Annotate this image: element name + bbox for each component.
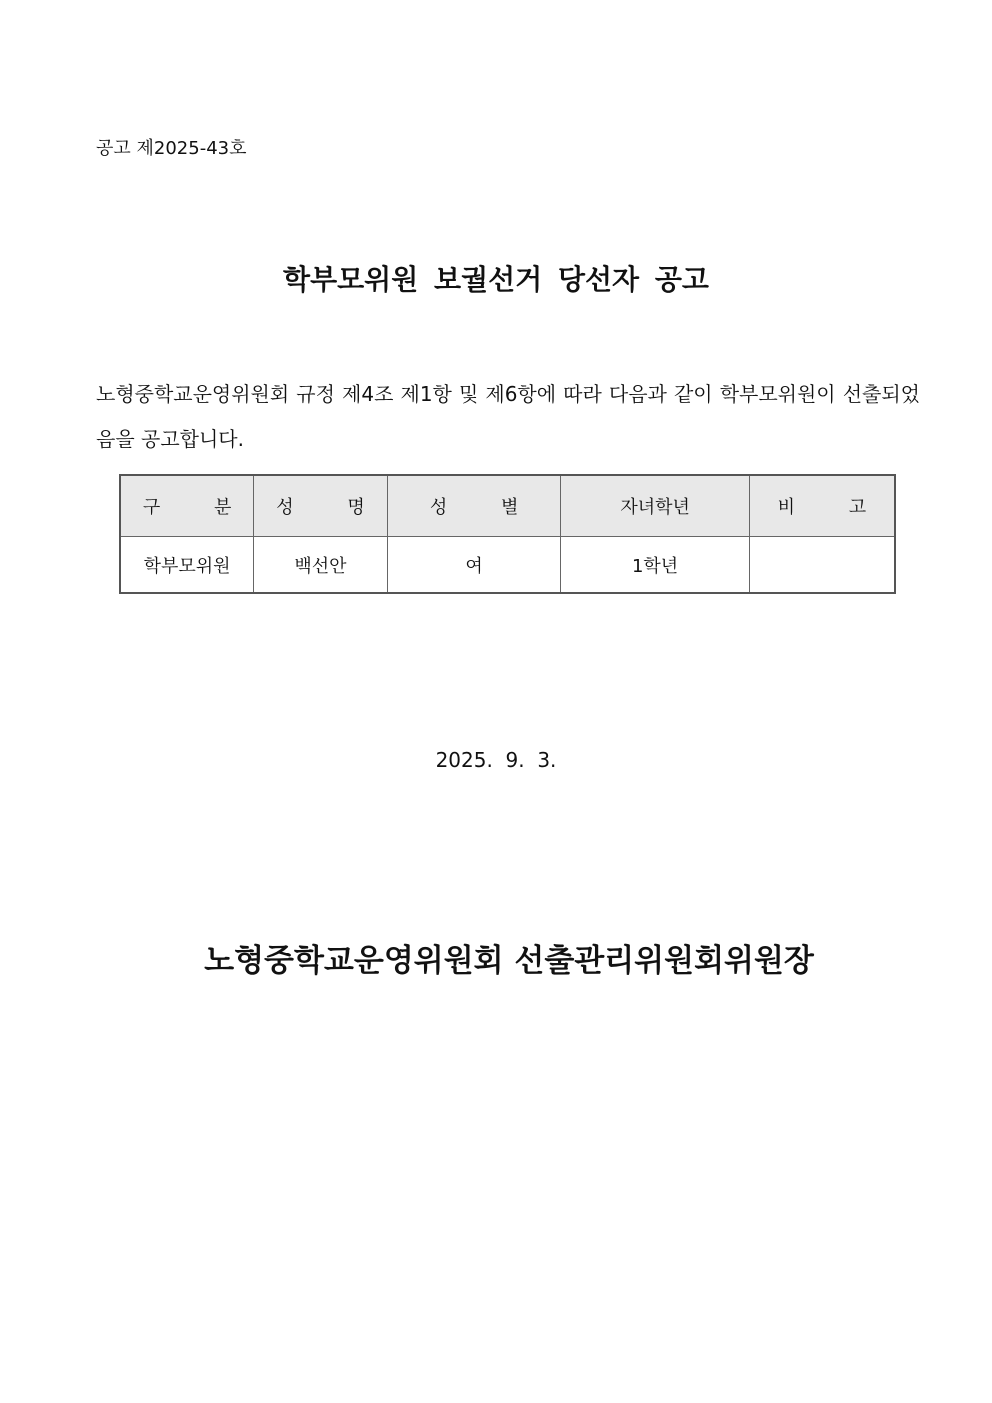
column-header-gender: 성 별 xyxy=(387,475,561,537)
cell-category: 학부모위원 xyxy=(120,537,254,594)
cell-remarks xyxy=(749,537,895,594)
table-header-row xyxy=(120,475,895,537)
notice-date: 2025. 9. 3. xyxy=(435,748,557,772)
column-header-name: 성 명 xyxy=(254,475,388,537)
column-header-child-grade: 자녀학년 xyxy=(561,475,750,537)
page-title: 학부모위원 보궐선거 당선자 공고 xyxy=(283,263,709,296)
notice-number: 공고 제2025-43호 xyxy=(96,138,247,159)
column-header-remarks: 비 고 xyxy=(749,475,895,537)
column-header-category: 구 분 xyxy=(120,475,254,537)
cell-gender: 여 xyxy=(387,537,561,594)
issuer-signature: 노형중학교운영위원회 선출관리위원회위원장 xyxy=(204,943,814,979)
table-row xyxy=(120,537,895,594)
cell-name: 백선안 xyxy=(254,537,388,594)
elected-candidate-table xyxy=(119,474,896,594)
notice-body-text: 노형중학교운영위원회 규정 제4조 제1항 및 제6항에 따라 다음과 같이 학부모위원이 선출되었음을 공고합니다. xyxy=(96,382,920,451)
cell-child-grade: 1학년 xyxy=(561,537,750,594)
